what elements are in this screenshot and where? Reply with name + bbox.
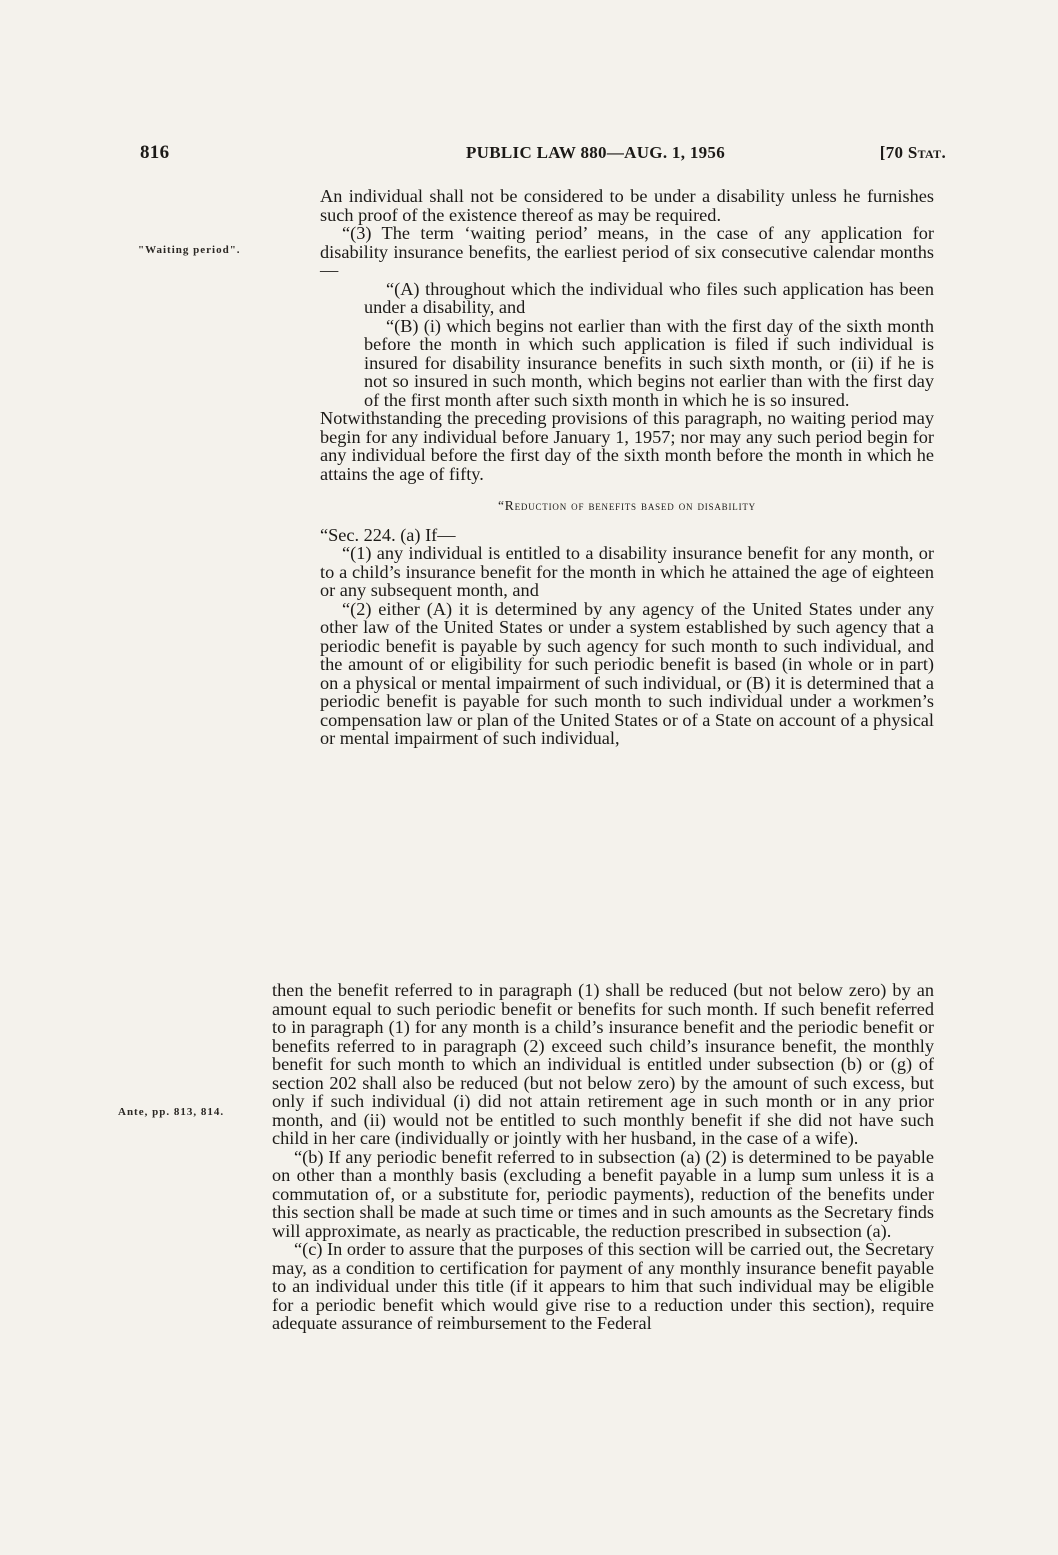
running-title: PUBLIC LAW 880—AUG. 1, 1956 — [466, 143, 726, 162]
paragraph: Notwithstanding the preceding provisions of this paragraph, no waiting period may begin for any individual before January 1, 1957; nor may any such period begin for any individual before the first day of the sixth month before the month in which he attains the age of fifty. — [320, 408, 934, 484]
paragraph: An individual shall not be considered to be under a disability unless he furnishes such proof of the existence thereof as may be required. — [320, 186, 934, 225]
paragraph: “(A) throughout which the individual who files such application has been under a disability, and — [364, 278, 934, 317]
page-header — [140, 142, 946, 168]
section-heading: “Reduction of benefits based on disability — [498, 498, 756, 513]
paragraph: “(c) In order to assure that the purposes of this section will be carried out, the Secretary may, as a condition to certification for payment of any monthly insurance benefit payable to an individual under this title (if it appears to him that such individual may be eligible for a periodic benefit which would give rise to a reduction under this section), require adequate assurance of reimbursement to the Federal — [272, 1239, 934, 1333]
section-number: “Sec. 224. (a) If— — [320, 524, 456, 545]
page-number: 816 — [140, 142, 170, 163]
margin-note-ante: Ante, pp. 813, 814. — [118, 1106, 225, 1118]
paragraph: “(3) The term ‘waiting period’ means, in the case of any application for disability insurance benefits, the earliest period of six consecutive calendar months— — [320, 223, 934, 280]
paragraph: “(B) (i) which begins not earlier than with the first day of the sixth month before the month in which such application is filed if such individual is insured for disability insurance benefits in such sixth month, or (ii) if he is not so insured in such month, which begins not earlier than with the first day of the first month after such sixth month in which he is so insured. — [364, 315, 934, 410]
main-text-upper — [320, 187, 934, 748]
paragraph: then the benefit referred to in paragraph (1) shall be reduced (but not below zero) by an amount equal to such periodic benefit or benefits for such month. If such benefit referred to in paragraph (1) for any month is a child’s insurance benefit and the periodic benefit or benefits referred to in paragraph (2) exceed such child’s insurance benefit, the monthly benefit for such month to which an individual is entitled under subsection (b) or (g) of section 202 shall also be reduced (but not below zero) by the amount of such excess, but only if such individual (i) did not attain retirement age in such month or in any prior month, and (ii) would not be entitled to such monthly benefit if she did not have such child in her care (individually or jointly with her husband, in the case of a wife). — [272, 980, 934, 1148]
statute-reference: [70 Stat. — [879, 143, 946, 162]
main-text-lower — [272, 981, 934, 1333]
paragraph: “(2) either (A) it is determined by any agency of the United States under any other law of the United States or under a system established by such agency that a periodic benefit is payable by such agency for such month to such individual, and the amount of or eligibility for such periodic benefit is based (in whole or in part) on a physical or mental impairment of such individual, or (B) it is determined that a periodic benefit is payable for such month to such individual under a workmen’s compensation law or plan of the United States or of a State on account of a physical or mental impairment of such individual, — [320, 598, 934, 748]
paragraph: “(b) If any periodic benefit referred to in subsection (a) (2) is determined to be payable on other than a monthly basis (excluding a benefit payable in a lump sum unless it is a commutation of, or a substitute for, periodic payments), reduction of the benefits under this section shall be made at such time or times and in such amounts as the Secretary finds will approximate, as nearly as practicable, the reduction prescribed in subsection (a). — [272, 1146, 934, 1241]
paragraph: “(1) any individual is entitled to a disability insurance benefit for any month, or to a child’s insurance benefit for the month in which he attained the age of eighteen or any subsequent month, and — [320, 543, 934, 600]
margin-note-waiting-period: "Waiting period". — [138, 244, 241, 256]
